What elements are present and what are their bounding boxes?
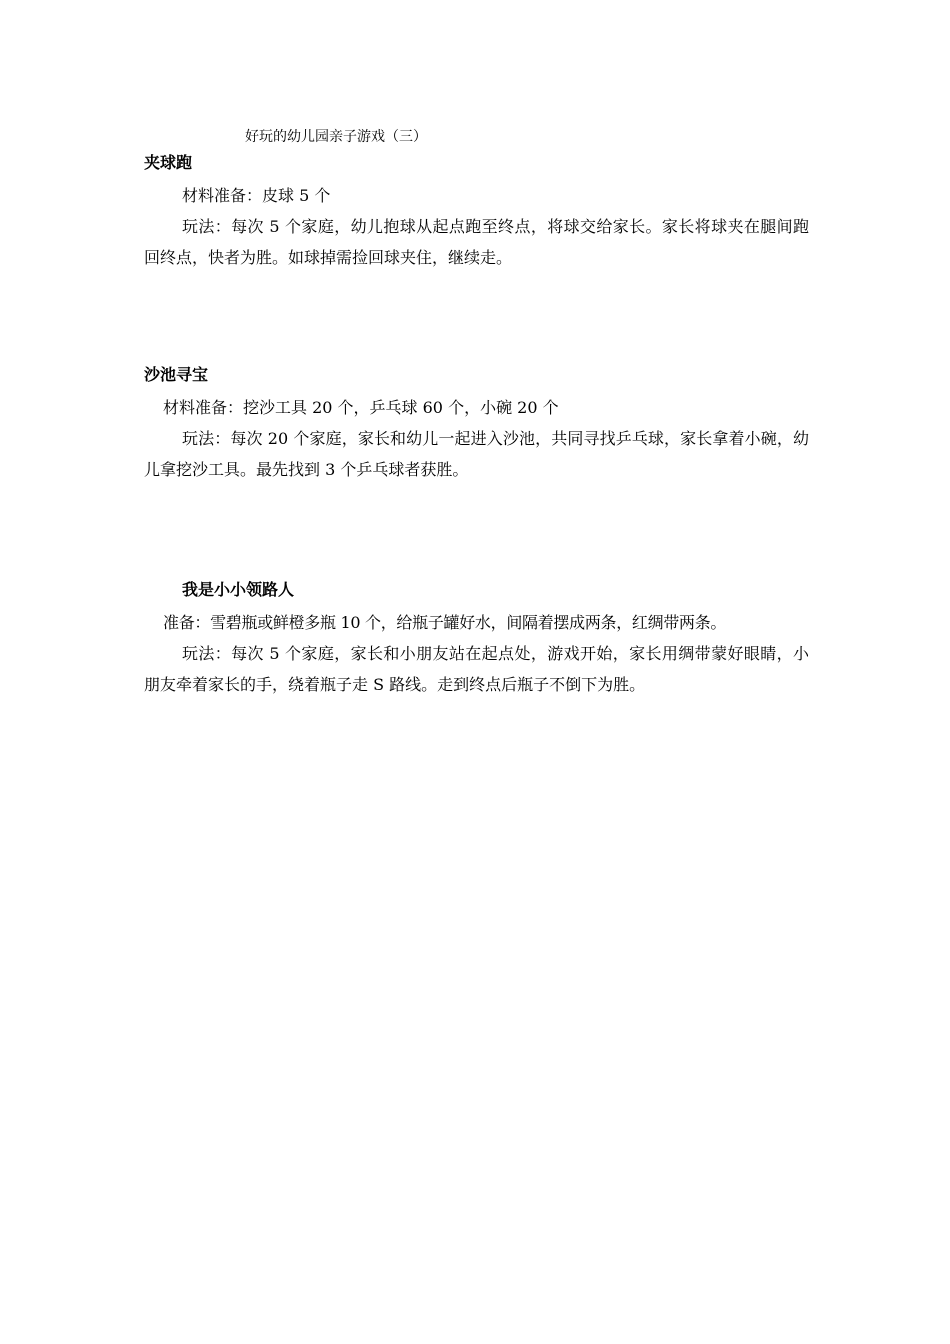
materials-text: 材料准备：挖沙工具 20 个，乒乓球 60 个，小碗 20 个 <box>163 398 559 417</box>
rules-text: 玩法：每次 5 个家庭，幼儿抱球从起点跑至终点，将球交给家长。家长将球夹在腿间跑回终点，快者为胜。如球掉需捡回球夹住，继续走。 <box>144 217 809 267</box>
game-section-shachixunbao <box>144 363 809 485</box>
document-title: 好玩的幼儿园亲子游戏（三） <box>245 129 427 145</box>
materials-text: 材料准备：皮球 5 个 <box>182 186 331 205</box>
section-heading: 我是小小领路人 <box>182 580 295 599</box>
game-section-jiaqiupao <box>144 151 809 273</box>
materials-text: 准备：雪碧瓶或鲜橙多瓶 10 个，给瓶子罐好水，间隔着摆成两条，红绸带两条。 <box>163 613 727 632</box>
game-section-lingluren <box>144 578 809 700</box>
rules-text: 玩法：每次 5 个家庭，家长和小朋友站在起点处，游戏开始，家长用绸带蒙好眼睛，小朋友牵着家长的手，绕着瓶子走 S 路线。走到终点后瓶子不倒下为胜。 <box>144 644 809 694</box>
section-heading: 夹球跑 <box>144 153 193 172</box>
section-heading: 沙池寻宝 <box>144 365 209 384</box>
rules-text: 玩法：每次 20 个家庭，家长和幼儿一起进入沙池，共同寻找乒乓球，家长拿着小碗，幼儿拿挖沙工具。最先找到 3 个乒乓球者获胜。 <box>144 429 809 479</box>
